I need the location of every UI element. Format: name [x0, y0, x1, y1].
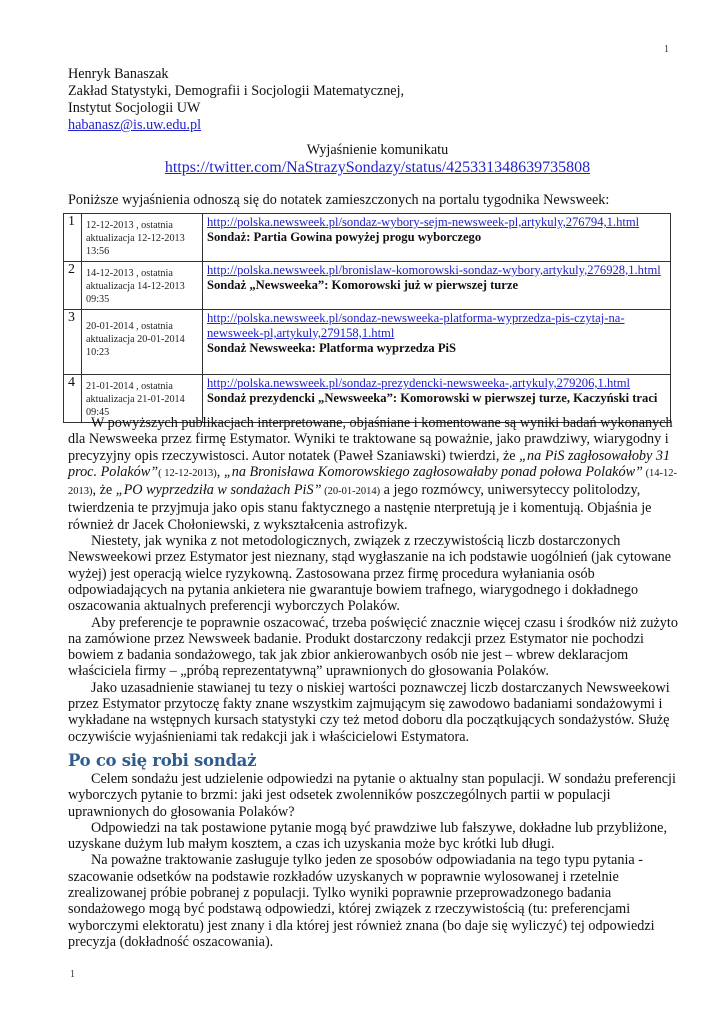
author-institute: Instytut Socjologii UW	[68, 100, 201, 116]
row-date: 12-12-2013 , ostatnia aktualizacja 12-12-2013 13:56	[82, 214, 203, 262]
paragraph: Aby preferencje te poprawnie oszacować, trzeba poświęcić znacznie więcej czasu i środków niż zużyto na zamówione przez Newsweek badanie. Produkt dostarczony redakcji przez Estymator nie pochodzi bowiem z badania sondażowego, tak jak zbior ankierowanbych osób nie jest – wbrew deklaracjom właściciela firmy – „próbą reprezentatywną” uprawnionych do głosowania Polaków.	[68, 614, 678, 680]
table-row	[64, 214, 671, 262]
intro-text: Poniższe wyjaśnienia odnoszą się do notatek zamieszczonych na portalu tygodnika Newsweek:	[68, 192, 610, 208]
paragraph: Odpowiedzi na tak postawione pytanie mogą być prawdziwe lub fałszywe, dokładne lub przybliżone, uzyskane dużym lub małym kosztem, a czas ich uzyskania może byc krótki lub długi.	[68, 819, 667, 853]
row-number: 3	[64, 310, 82, 375]
row-number: 2	[64, 262, 82, 310]
article-title: Sondaż „Newsweeka”: Komorowski już w pierwszej turze	[207, 278, 519, 292]
quote: „PO wyprzedziła w sondażach PiS”	[115, 482, 322, 499]
quote-date: (14-12-2013)	[68, 467, 678, 498]
author-department: Zakład Statystyki, Demografii i Socjologii Matematycznej,	[68, 83, 405, 99]
article-link[interactable]: http://polska.newsweek.pl/sondaz-wybory-sejm-newsweek-pl,artykuly,276794,1.html	[207, 215, 640, 229]
paragraph: Celem sondażu jest udzielenie odpowiedzi na pytanie o aktualny stan populacji. W sondażu preferencji wyborczych pytanie to brzmi: jaki jest odsetek zwolenników poszczególnych partii w populacji uprawnionych do głosowania Polaków?	[68, 771, 676, 820]
paragraph: W powyższych publikacjach interpretowane, objaśniane i komentowane są wyniki badań wykonanych dla Newsweeka przez firmę Estymator. Wyniki te traktowane są poważnie, jako prawdziwy, wiarygodny i precyzyjny opis rzeczywistosci. Autor notatek (Paweł Szaniawski) twierdzi, że „na PiS zagłosowałoby 31 proc. Polaków”( 12-12-2013), „na Bronisława Komorowskiego zagłosowałaby ponad połowa Polaków” (14-12-2013), że „PO wyprzedziła w sondażach PiS” (20-01-2014) a jego rozmówcy, uniwersyteccy politolodzy, twierdzenia te przyjmuja jako opis stanu faktycznego a nastęnie nterpretują je i komentują. Objaśnia je również dr Jacek Chołoniewski, z wykształcenia astrofizyk.	[68, 415, 678, 533]
row-info	[203, 310, 671, 375]
article-title: Sondaż prezydencki „Newsweeka”: Komorowski w pierwszej turze, Kaczyński traci	[207, 391, 658, 405]
table-row	[64, 310, 671, 375]
author-block	[68, 66, 404, 134]
row-date: 14-12-2013 , ostatnia aktualizacja 14-12-2013 09:35	[82, 262, 203, 310]
article-link[interactable]: http://polska.newsweek.pl/sondaz-newsweeka-platforma-wyprzedza-pis-czytaj-na-newsweek-pl,artykuly,279158,1.html	[207, 311, 625, 340]
article-title: Sondaż: Partia Gowina powyżej progu wyborczego	[207, 230, 482, 244]
row-number: 4	[64, 375, 82, 423]
table-row	[64, 262, 671, 310]
paragraph: Niestety, jak wynika z not metodologicznych, związek z rzeczywistością liczb dostarczonych Newsweekowi przez Estymator jest nieznany, stąd wygłaszanie na ich podstawie uogólnień (jak cytowane wyżej) jest operacją wielce ryzykowną. Zastosowana przez firmę procedura wyłaniania osób odpowiadających na pytania ankietera nie gwarantuje bowiem trafnego, wiarygodnego i dokładnego oszacowania aktualnych preferencji wyborczych Polaków.	[68, 533, 672, 615]
author-email-link[interactable]: habanasz@is.uw.edu.pl	[68, 117, 202, 133]
document-title: Wyjaśnienie komunikatu	[306, 142, 449, 158]
references-table	[63, 213, 671, 423]
section-why-survey	[68, 771, 680, 950]
page-number-top: 1	[664, 44, 669, 55]
section-heading: Po co się robi sondaż	[68, 751, 257, 770]
page-number-bottom: 1	[70, 969, 75, 980]
row-date: 21-01-2014 , ostatnia aktualizacja 21-01-2014 09:45	[82, 375, 203, 423]
quote-date: (20-01-2014)	[321, 486, 381, 498]
author-name: Henryk Banaszak	[68, 66, 169, 82]
twitter-status-link[interactable]: https://twitter.com/NaStrazySondazy/status/425331348639735808	[164, 159, 591, 176]
row-number: 1	[64, 214, 82, 262]
quote: „na PiS zagłosowałoby 31 proc. Polaków”	[68, 447, 671, 480]
row-info	[203, 214, 671, 262]
quote: „na Bronisława Komorowskiego zagłosowałaby ponad połowa Polaków”	[223, 463, 643, 480]
paragraph: Jako uzasadnienie stawianej tu tezy o niskiej wartości poznawczej liczb dostarczanych Newsweekowi przez Estymator przytoczę fakty znane wszystkim zajmującym się zawodowo badaniami sondażowymi i wykładane na wstępnych kursach statystyki czy też metod doboru dla początkujących sondażystów. Służę oczywiście wyjaśnieniami tak redakcji jak i właścicielowi Estymatora.	[68, 679, 670, 745]
row-date: 20-01-2014 , ostatnia aktualizacja 20-01-2014 10:23	[82, 310, 203, 375]
article-link[interactable]: http://polska.newsweek.pl/bronislaw-komorowski-sondaz-wybory,artykuly,276928,1.html	[207, 263, 661, 277]
article-title: Sondaż Newsweeka: Platforma wyprzedza PiS	[207, 341, 457, 355]
row-info	[203, 262, 671, 310]
article-link[interactable]: http://polska.newsweek.pl/sondaz-prezydencki-newsweeka-,artykuly,279206,1.html	[207, 376, 631, 390]
section-explanation	[68, 415, 680, 745]
paragraph: Na poważne traktowanie zasługuje tylko jeden ze sposobów odpowiadania na tego typu pytania - szacowanie odsetków na podstawie rozkładów uzyskanych w poprawnie wylosowanej i rzetelnie zrealizowanej próbie pobranej z populacji. Tylko wyniki poprawnie przeprowadzonego badania sondażowego mogą być podstawą odpowiedzi, której związek z rzeczywistością (tu: preferencjami wyborczymi elektoratu) jest znany i dla której jest również znana (bo daje się wyliczyć) tej odpowiedzi precyzja (dokładność oszacowania).	[68, 852, 655, 950]
quote-date: ( 12-12-2013)	[158, 467, 217, 479]
